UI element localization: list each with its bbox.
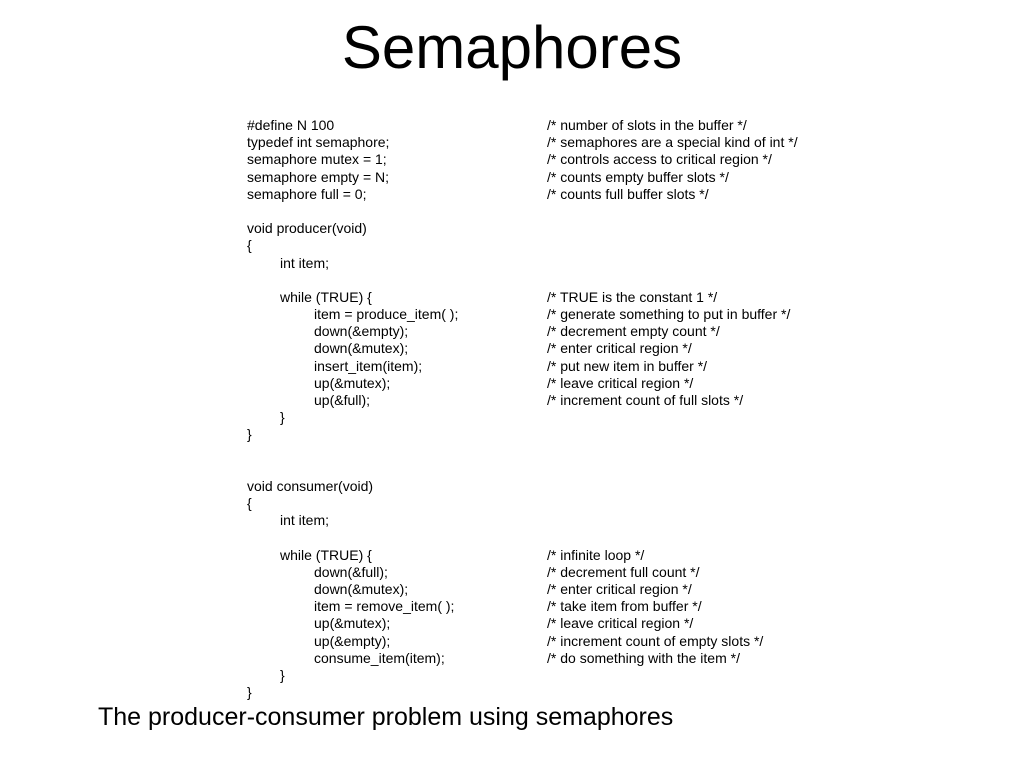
- code-statement: up(&mutex);: [314, 615, 391, 632]
- slide-title: Semaphores: [341, 14, 683, 81]
- code-statement: item = produce_item( );: [314, 306, 459, 323]
- code-statement: insert_item(item);: [314, 357, 423, 374]
- code-line: [247, 598, 867, 615]
- code-line: [247, 667, 867, 684]
- code-line: [247, 392, 867, 409]
- code-statement: semaphore empty = N;: [247, 168, 390, 185]
- code-line: [247, 272, 867, 289]
- code-statement: }: [280, 409, 285, 426]
- code-line: [247, 169, 867, 186]
- code-line: [247, 306, 867, 323]
- code-statement: int item;: [280, 254, 330, 271]
- code-statement: down(&mutex);: [314, 581, 409, 598]
- code-statement: down(&empty);: [314, 323, 409, 340]
- code-comment: /* infinite loop */: [547, 546, 645, 563]
- code-comment: /* semaphores are a special kind of int */: [547, 134, 798, 151]
- code-statement: up(&mutex);: [314, 374, 391, 391]
- code-line: [247, 495, 867, 512]
- code-statement: {: [247, 495, 252, 512]
- code-comment: /* take item from buffer */: [547, 598, 702, 615]
- code-line: [247, 323, 867, 340]
- code-line: [247, 444, 867, 461]
- code-statement: }: [247, 426, 252, 443]
- code-statement: semaphore full = 0;: [247, 185, 367, 202]
- code-line: [247, 615, 867, 632]
- code-line: [247, 375, 867, 392]
- code-comment: /* controls access to critical region */: [547, 151, 772, 168]
- code-line: [247, 220, 867, 237]
- code-line: [247, 633, 867, 650]
- code-statement: consume_item(item);: [314, 649, 445, 666]
- code-comment: /* counts empty buffer slots */: [547, 168, 729, 185]
- code-line: [247, 650, 867, 667]
- code-line: [247, 564, 867, 581]
- code-line: [247, 358, 867, 375]
- code-line: [247, 289, 867, 306]
- figure-caption: The producer-consumer problem using semaphores: [98, 703, 674, 731]
- code-statement: semaphore mutex = 1;: [247, 151, 387, 168]
- code-listing: [247, 117, 867, 701]
- code-comment: /* decrement empty count */: [547, 323, 720, 340]
- code-comment: /* decrement full count */: [547, 563, 700, 580]
- code-statement: typedef int semaphore;: [247, 134, 390, 151]
- code-comment: /* leave critical region */: [547, 615, 694, 632]
- code-statement: #define N 100: [247, 117, 335, 133]
- code-statement: }: [247, 684, 252, 701]
- code-comment: /* number of slots in the buffer */: [547, 117, 747, 133]
- code-line: [247, 134, 867, 151]
- code-line: [247, 512, 867, 529]
- code-statement: down(&full);: [314, 563, 388, 580]
- code-statement: while (TRUE) {: [280, 546, 372, 563]
- code-line: [247, 186, 867, 203]
- code-line: [247, 530, 867, 547]
- code-statement: down(&mutex);: [314, 340, 409, 357]
- code-line: [247, 426, 867, 443]
- code-statement: {: [247, 237, 252, 254]
- code-line: [247, 117, 867, 134]
- code-comment: /* do something with the item */: [547, 649, 740, 666]
- code-statement: void producer(void): [247, 220, 367, 237]
- code-line: [247, 237, 867, 254]
- code-comment: /* leave critical region */: [547, 374, 694, 391]
- code-comment: /* enter critical region */: [547, 581, 692, 598]
- code-statement: up(&full);: [314, 392, 371, 408]
- code-line: [247, 478, 867, 495]
- code-statement: void consumer(void): [247, 477, 374, 494]
- code-line: [247, 581, 867, 598]
- code-line: [247, 151, 867, 168]
- code-statement: int item;: [280, 512, 330, 529]
- code-comment: /* counts full buffer slots */: [547, 185, 709, 202]
- code-statement: item = remove_item( );: [314, 598, 455, 615]
- code-comment: /* enter critical region */: [547, 340, 692, 357]
- code-line: [247, 340, 867, 357]
- code-line: [247, 255, 867, 272]
- code-statement: while (TRUE) {: [280, 288, 372, 305]
- code-statement: up(&empty);: [314, 632, 391, 649]
- code-comment: /* TRUE is the constant 1 */: [547, 288, 718, 305]
- code-line: [247, 409, 867, 426]
- code-line: [247, 684, 867, 701]
- code-comment: /* put new item in buffer */: [547, 357, 708, 374]
- code-line: [247, 547, 867, 564]
- code-line: [247, 461, 867, 478]
- code-line: [247, 203, 867, 220]
- code-comment: /* increment count of full slots */: [547, 392, 744, 408]
- code-comment: /* increment count of empty slots */: [547, 632, 764, 649]
- code-comment: /* generate something to put in buffer */: [547, 306, 791, 323]
- code-statement: }: [280, 667, 285, 683]
